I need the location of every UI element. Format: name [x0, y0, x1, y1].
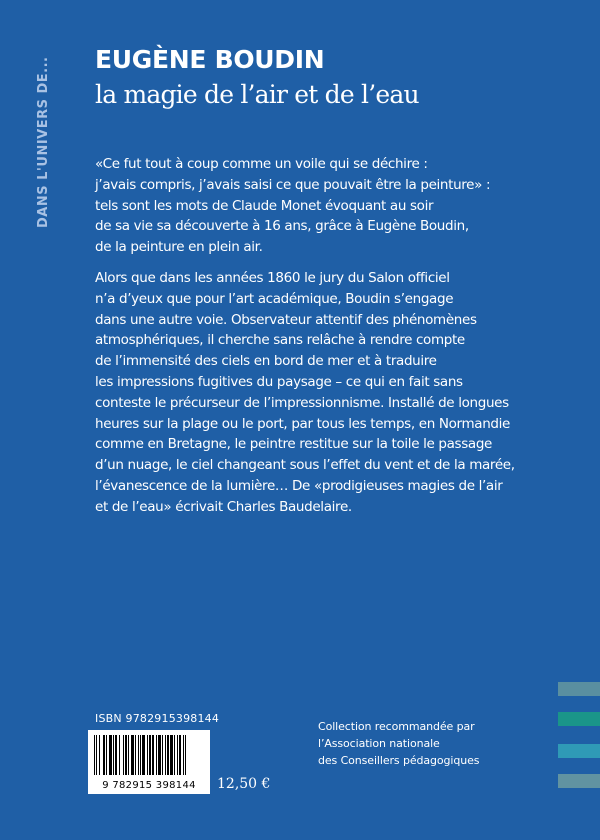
- barcode-bar: [165, 735, 166, 775]
- barcode-bars: [88, 730, 210, 780]
- barcode: [88, 730, 210, 794]
- paragraph-line: «Ce fut tout à coup comme un voile qui se déchire :: [95, 156, 428, 172]
- isbn-label: ISBN 9782915398144: [95, 712, 220, 725]
- collection-line: l’Association nationale: [318, 737, 440, 750]
- barcode-bar: [174, 735, 175, 775]
- barcode-bar: [177, 735, 178, 775]
- barcode-bar: [179, 735, 181, 775]
- book-title: EUGÈNE BOUDIN: [95, 45, 325, 74]
- barcode-bar: [99, 735, 100, 775]
- paragraph-line: heures sur la plage ou le port, par tous les temps, en Normandie: [95, 415, 510, 432]
- stripe-3: [558, 744, 600, 758]
- paragraph-line: conteste le précurseur de l’impressionnisme. Installé de longues: [95, 394, 509, 411]
- paragraph-line: atmosphériques, il cherche sans relâche à rendre compte: [95, 332, 465, 349]
- barcode-bar: [147, 735, 148, 775]
- barcode-bar: [125, 735, 127, 775]
- barcode-bar: [96, 735, 97, 775]
- barcode-bar: [140, 735, 141, 775]
- barcode-bar: [135, 735, 136, 775]
- book-subtitle: la magie de l’air et de l’eau: [95, 80, 419, 109]
- stripe-4: [558, 774, 600, 788]
- paragraph-line: j’avais compris, j’avais saisi ce que pouvait être la peinture» :: [95, 176, 491, 193]
- barcode-bar: [170, 735, 173, 775]
- paragraph-line: dans une autre voie. Observateur attentif des phénomènes: [95, 311, 477, 328]
- barcode-bar: [185, 735, 186, 775]
- barcode-bar: [152, 735, 154, 775]
- barcode-bar: [106, 735, 107, 775]
- barcode-bar: [156, 735, 157, 775]
- stripe-1: [558, 682, 600, 696]
- paragraph-line: d’un nuage, le ciel changeant sous l’effet du vent et de la marée,: [95, 457, 515, 474]
- barcode-bar: [142, 735, 145, 775]
- paragraph-line: de l’immensité des ciels en bord de mer et à traduire: [95, 353, 437, 370]
- paragraph-line: Alors que dans les années 1860 le jury du Salon officiel: [95, 270, 450, 286]
- barcode-bar: [123, 735, 124, 775]
- barcode-bar: [109, 735, 112, 775]
- barcode-bar: [158, 735, 161, 775]
- barcode-bar: [162, 735, 163, 775]
- paragraph-line: comme en Bretagne, le peintre restitue sur la toile le passage: [95, 436, 492, 453]
- barcode-bar: [115, 735, 117, 775]
- stripe-2: [558, 712, 600, 726]
- description-paragraph: [95, 268, 600, 518]
- intro-quote-paragraph: [95, 154, 600, 258]
- paragraph-line: n’a d’yeux que pour l’art académique, Boudin s’engage: [95, 290, 454, 307]
- price: 12,50 €: [217, 776, 271, 792]
- barcode-bar: [183, 735, 184, 775]
- collection-note: [318, 718, 479, 769]
- series-label: DANS L'UNIVERS DE...: [36, 56, 51, 228]
- barcode-bar: [94, 735, 95, 775]
- paragraph-line: et de l’eau» écrivait Charles Baudelaire.: [95, 498, 352, 515]
- barcode-bar: [128, 735, 129, 775]
- barcode-bar: [149, 735, 151, 775]
- collection-line: Collection recommandée par: [318, 720, 475, 733]
- paragraph-line: l’évanescence de la lumière… De «prodigieuses magies de l’air: [95, 477, 503, 494]
- barcode-bar: [138, 735, 139, 775]
- paragraph-line: les impressions fugitives du paysage – ce qui en fait sans: [95, 373, 463, 390]
- paragraph-line: tels sont les mots de Claude Monet évoquant au soir: [95, 197, 434, 214]
- barcode-bar: [167, 735, 169, 775]
- barcode-bar: [103, 735, 105, 775]
- collection-line: des Conseillers pédagogiques: [318, 754, 480, 767]
- paragraph-line: de la peinture en plein air.: [95, 239, 263, 256]
- barcode-bar: [113, 735, 114, 775]
- barcode-bar: [131, 735, 134, 775]
- paragraph-line: de sa vie sa découverte à 16 ans, grâce à Eugène Boudin,: [95, 218, 469, 235]
- barcode-bar: [119, 735, 120, 775]
- barcode-digits: 9 782915 398144: [102, 780, 196, 791]
